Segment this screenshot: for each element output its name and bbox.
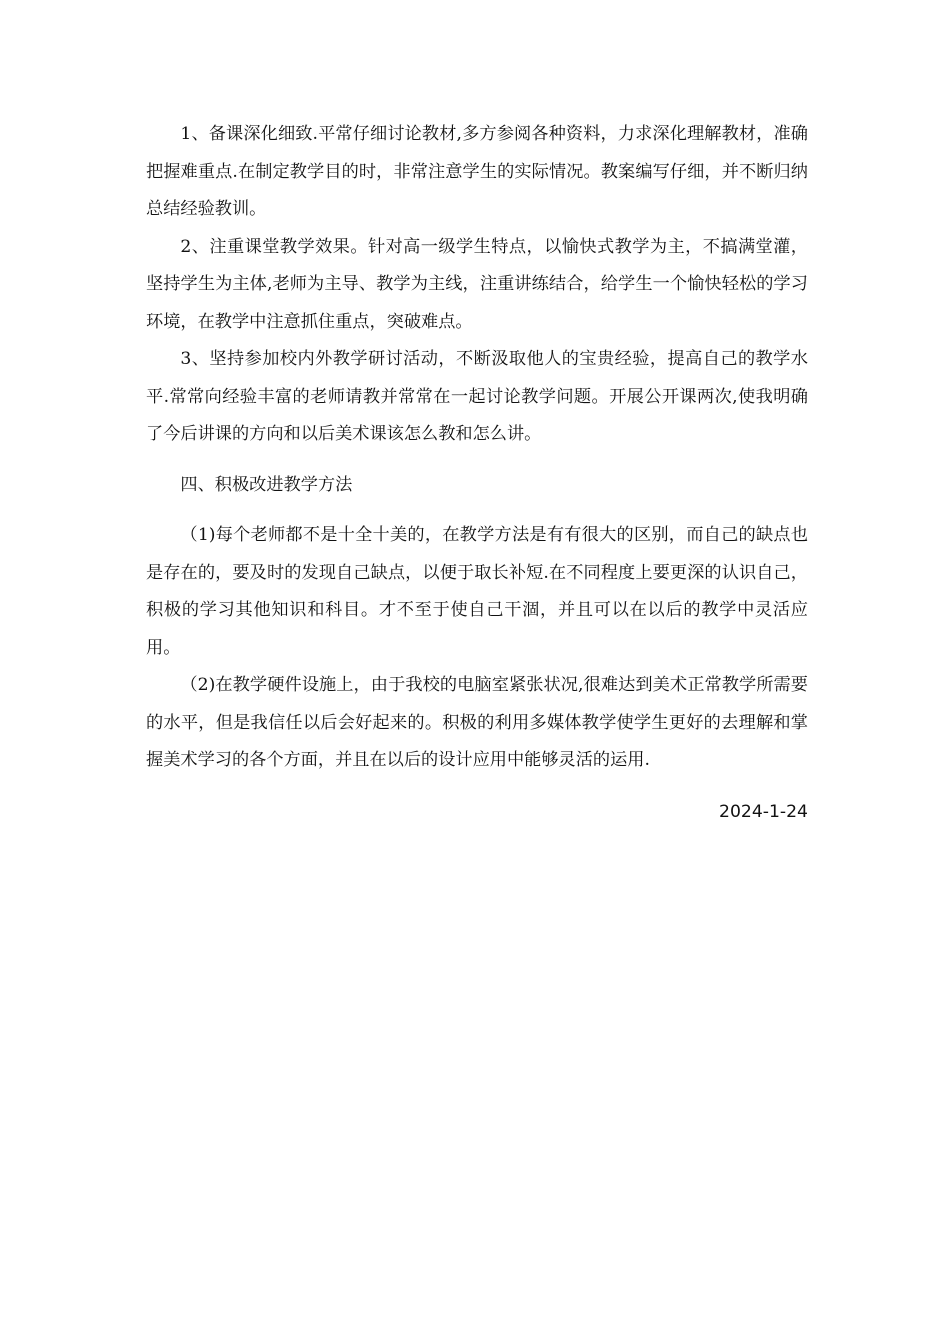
paragraph-self-improvement: （1)每个老师都不是十全十美的，在教学方法是有有很大的区别，而自己的缺点也是存在的，要及时的发现自己缺点，以便于取长补短.在不同程度上要更深的认识自己，积极的学习其他知识和科目。才不至于使自己干涸，并且可以在以后的教学中灵活应用。 <box>146 525 808 658</box>
section-heading: 四、积极改进教学方法 <box>180 474 353 495</box>
document-date: 2024-1-24 <box>719 801 808 822</box>
paragraph-hardware: （2)在教学硬件设施上，由于我校的电脑室紧张状况,很难达到美术正常教学所需要的水平，但是我信任以后会好起来的。积极的利用多媒体教学使学生更好的去理解和掌握美术学习的各个方面，并且在以后的设计应用中能够灵活的运用. <box>146 675 808 770</box>
paragraph-teaching-research: 3、坚持参加校内外教学研讨活动，不断汲取他人的宝贵经验，提高自己的教学水平.常常向经验丰富的老师请教并常常在一起讨论教学问题。开展公开课两次,使我明确了今后讲课的方向和以后美术课该怎么教和怎么讲。 <box>146 349 808 444</box>
document-page <box>146 116 808 831</box>
paragraph-classroom-effect: 2、注重课堂教学效果。针对高一级学生特点，以愉快式教学为主，不搞满堂灌，坚持学生为主体,老师为主导、教学为主线，注重讲练结合，给学生一个愉快轻松的学习环境，在教学中注意抓住重点，突破难点。 <box>146 236 808 332</box>
paragraph-lesson-preparation: 1、备课深化细致.平常仔细讨论教材,多方参阅各种资料，力求深化理解教材，准确把握难重点.在制定教学目的时，非常注意学生的实际情况。教案编写仔细，并不断归纳总结经验教训。 <box>146 124 808 219</box>
